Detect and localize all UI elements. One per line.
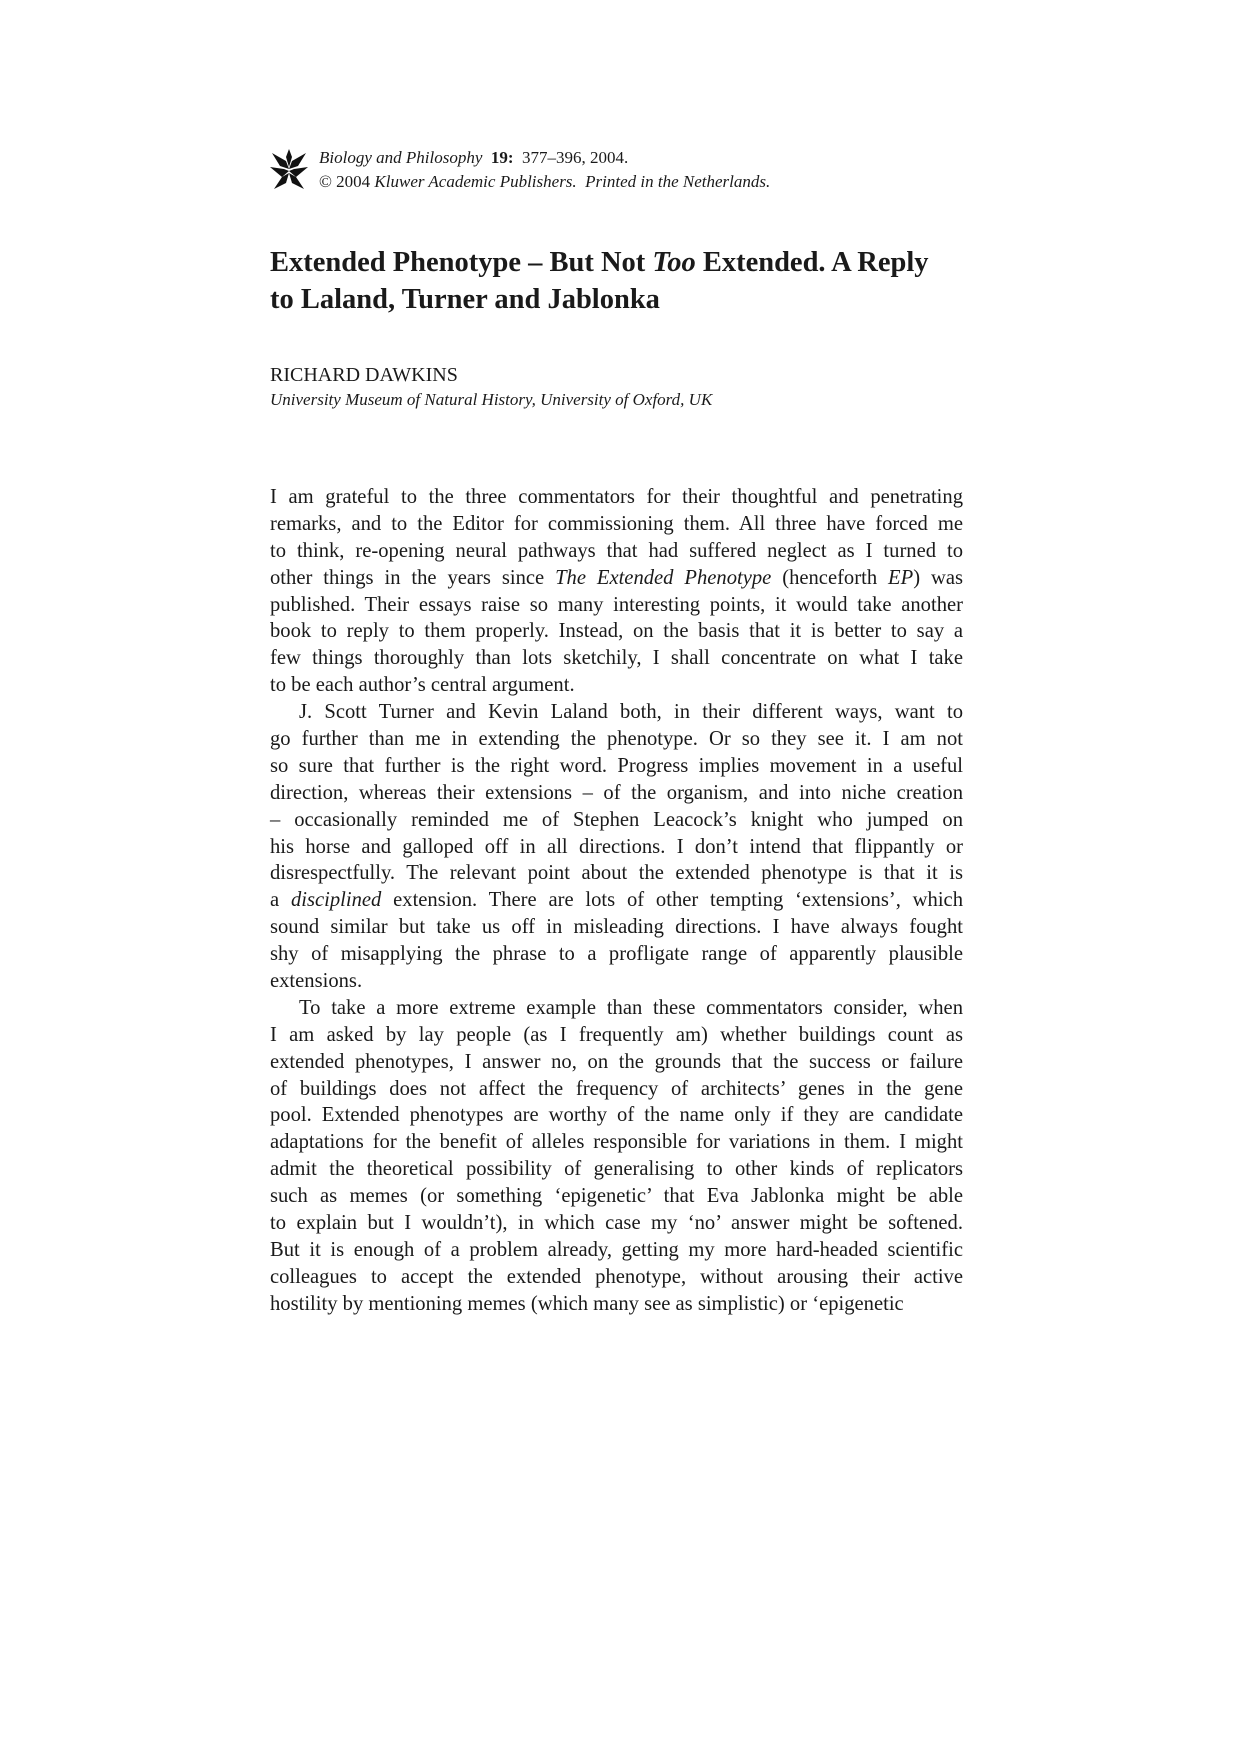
- text-line: – occasionally reminded me of Stephen Leacock’s knight who jumped on: [270, 808, 963, 831]
- text-line: book to reply to them properly. Instead, on the basis that it is better to say a: [270, 620, 963, 643]
- text-line: direction, whereas their extensions – of the organism, and into niche creation: [270, 781, 963, 804]
- text-line: go further than me in extending the phenotype. Or so they see it. I am not: [270, 728, 963, 751]
- text-line: I am asked by lay people (as I frequently am) whether buildings count as: [270, 1023, 963, 1046]
- text-line: extended phenotypes, I answer no, on the grounds that the success or failure: [270, 1050, 963, 1073]
- journal-pages-year: 377–396, 2004.: [522, 148, 629, 167]
- text-line: I am grateful to the three commentators for their thoughtful and penetrating: [270, 486, 963, 508]
- text-line: sound similar but take us off in misleading directions. I have always fought: [270, 916, 963, 939]
- text-line: of buildings does not affect the frequency of architects’ genes in the gene: [270, 1077, 963, 1100]
- text-line: other things in the years since The Extended Phenotype (henceforth EP) was: [270, 566, 963, 589]
- text-line: disrespectfully. The relevant point about the extended phenotype is that it is: [270, 862, 963, 885]
- journal-citation: [319, 146, 770, 194]
- author-name: RICHARD DAWKINS: [270, 364, 458, 386]
- paragraph: [270, 484, 963, 699]
- text-line: to explain but I wouldn’t), in which case my ‘no’ answer might be softened.: [270, 1212, 963, 1235]
- text-line: hostility by mentioning memes (which many see as simplistic) or ‘epigenetic: [270, 1292, 904, 1315]
- journal-volume: 19:: [490, 148, 514, 167]
- text-line: published. Their essays raise so many interesting points, it would take another: [270, 593, 963, 616]
- text-line: such as memes (or something ‘epigenetic’ that Eva Jablonka might be able: [270, 1185, 963, 1208]
- text-line: adaptations for the benefit of alleles responsible for variations in them. I might: [270, 1131, 963, 1154]
- text-line: To take a more extreme example than these commentators consider, when: [299, 996, 963, 1019]
- article-body: [270, 484, 963, 1318]
- paragraph: [270, 699, 963, 995]
- printed-location: Printed in the Netherlands.: [585, 172, 771, 191]
- text-line: But it is enough of a problem already, getting my more hard-headed scientific: [270, 1238, 963, 1261]
- publisher-name: Kluwer Academic Publishers.: [374, 172, 577, 191]
- text-line: colleagues to accept the extended phenotype, without arousing their active: [270, 1265, 963, 1288]
- article-title: [270, 244, 990, 318]
- title-line-2: to Laland, Turner and Jablonka: [270, 284, 660, 315]
- paragraph: [270, 995, 963, 1318]
- author-affiliation: University Museum of Natural History, University of Oxford, UK: [270, 390, 713, 409]
- journal-name: Biology and Philosophy: [319, 148, 483, 167]
- journal-masthead: [270, 146, 970, 196]
- publisher-logo-icon: [270, 149, 308, 191]
- text-line: so sure that further is the right word. Progress implies movement in a useful: [270, 754, 963, 777]
- text-line: pool. Extended phenotypes are worthy of the name only if they are candidate: [270, 1104, 963, 1127]
- text-line: a disciplined extension. There are lots of other tempting ‘extensions’, which: [270, 889, 963, 912]
- text-line: his horse and galloped off in all directions. I don’t intend that flippantly or: [270, 835, 963, 858]
- text-line: admit the theoretical possibility of generalising to other kinds of replicators: [270, 1158, 963, 1181]
- text-line: few things thoroughly than lots sketchily, I shall concentrate on what I take: [270, 647, 963, 670]
- copyright-year: © 2004: [319, 172, 371, 191]
- text-line: remarks, and to the Editor for commissioning them. All three have forced me: [270, 512, 963, 535]
- text-line: to think, re-opening neural pathways that had suffered neglect as I turned to: [270, 539, 963, 562]
- text-line: shy of misapplying the phrase to a profligate range of apparently plausible: [270, 943, 963, 966]
- title-line-1: Extended Phenotype – But Not Too Extended. A Reply: [270, 247, 929, 278]
- text-line: extensions.: [270, 970, 363, 993]
- text-line: J. Scott Turner and Kevin Laland both, in their different ways, want to: [299, 701, 963, 724]
- text-line: to be each author’s central argument.: [270, 674, 575, 697]
